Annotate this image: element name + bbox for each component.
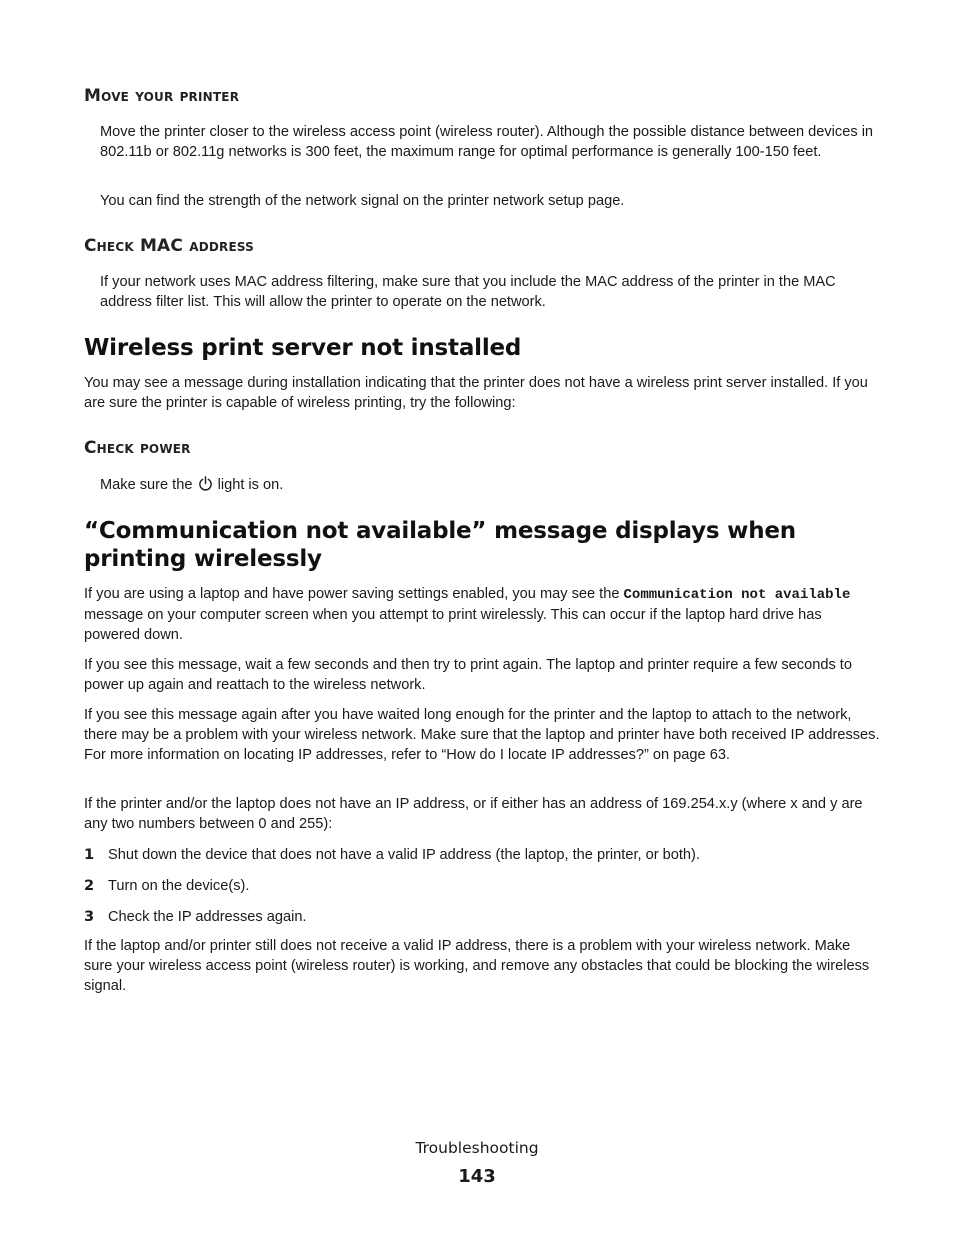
list-item (84, 876, 249, 896)
paragraph-mac-1: If your network uses MAC address filtering, make sure that you include the MAC address of the printer in the MAC address filter list. This will allow the printer to operate on the network. (100, 274, 836, 310)
paragraph-power (100, 475, 880, 495)
paragraph-wps-1: You may see a message during installation indicating that the printer does not have a wireless print server installed. If you are sure the printer is capable of wireless printing, try the following: (84, 375, 868, 411)
list-item (84, 907, 307, 927)
step-text: Turn on the device(s). (108, 878, 250, 894)
comm-1-pre: If you are using a laptop and have power saving settings enabled, you may see the (84, 586, 620, 602)
heading-communication-not-available: “Communication not available” message displays when printing wirelessly (84, 518, 796, 572)
paragraph-comm-5: If the laptop and/or printer still does not receive a valid IP address, there is a problem with your wireless network. Make sure your wireless access point (wireless router) is working, and remove any obstacles that could be blocking the wireless signal. (84, 938, 870, 994)
footer-section-label: Troubleshooting (415, 1139, 539, 1157)
power-text-pre: Make sure the (100, 477, 193, 493)
heading-move-printer: Move your printer (84, 86, 240, 106)
page-number: 143 (458, 1166, 496, 1187)
paragraph-comm-4: If the printer and/or the laptop does not have an IP address, or if either has an address of 169.254.x.y (where x and y are any two numbers between 0 and 255): (84, 796, 863, 832)
heading-check-mac: Check MAC address (84, 236, 255, 256)
paragraph-comm-2: If you see this message, wait a few seconds and then try to print again. The laptop and printer require a few seconds to power up again and reattach to the wireless network. (84, 657, 852, 693)
power-icon (198, 476, 213, 491)
paragraph-move-1: Move the printer closer to the wireless access point (wireless router). Although the possible distance between devices in 802.11b or 802.11g networks is 300 feet, the maximum range for optimal performance is generally 100-150 feet. (100, 124, 874, 160)
step-text: Check the IP addresses again. (108, 909, 307, 925)
heading-wireless-print-server: Wireless print server not installed (84, 335, 522, 361)
heading-check-power: Check power (84, 438, 191, 458)
step-text: Shut down the device that does not have a valid IP address (the laptop, the printer, or both). (108, 847, 700, 863)
power-text-post: light is on. (217, 477, 284, 493)
list-item (84, 845, 700, 865)
step-number: 3 (84, 908, 95, 925)
step-number: 2 (84, 877, 95, 894)
comm-1-post: message on your computer screen when you attempt to print wirelessly. This can occur if the laptop hard drive has powered down. (84, 607, 822, 643)
paragraph-comm-1 (84, 584, 880, 645)
paragraph-comm-3: If you see this message again after you have waited long enough for the printer and the laptop to attach to the network, there may be a problem with your wireless network. Make sure that the laptop and printer have both received IP addresses. For more information on locating IP addresses, refer to “How do I locate IP addresses?” on page 63. (84, 707, 880, 763)
comm-1-code: Communication not available (623, 587, 851, 603)
paragraph-move-2: You can find the strength of the network signal on the printer network setup page. (100, 193, 625, 209)
step-number: 1 (84, 846, 95, 863)
